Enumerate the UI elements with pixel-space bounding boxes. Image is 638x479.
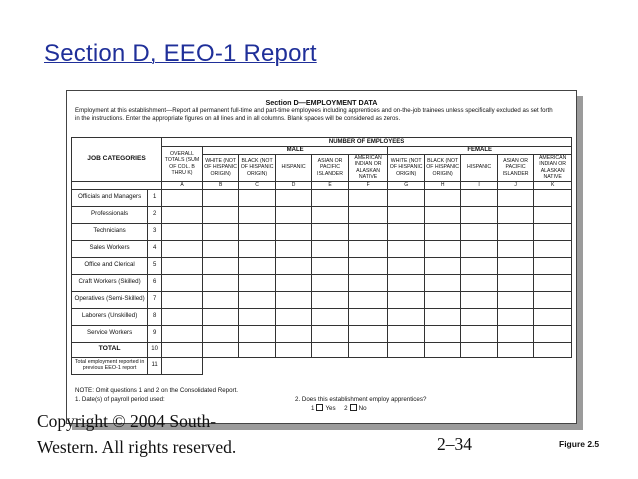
data-cell bbox=[497, 189, 533, 206]
data-cell bbox=[497, 291, 533, 308]
data-cell bbox=[424, 325, 460, 342]
job-category-label: Service Workers bbox=[72, 325, 148, 342]
option-yes-label: Yes bbox=[325, 405, 336, 412]
data-cell bbox=[162, 274, 203, 291]
copyright-line-2: Western. All rights reserved. bbox=[37, 437, 237, 457]
data-cell bbox=[461, 223, 497, 240]
eeo1-form-image bbox=[66, 90, 577, 424]
data-cell bbox=[202, 240, 238, 257]
data-cell bbox=[424, 257, 460, 274]
data-cell bbox=[239, 325, 275, 342]
data-cell bbox=[497, 357, 533, 374]
data-cell bbox=[202, 308, 238, 325]
data-cell bbox=[275, 325, 311, 342]
data-cell bbox=[497, 257, 533, 274]
data-cell bbox=[388, 223, 424, 240]
data-cell bbox=[348, 240, 388, 257]
data-cell bbox=[239, 274, 275, 291]
data-cell bbox=[312, 291, 348, 308]
data-cell bbox=[388, 189, 424, 206]
data-cell bbox=[348, 342, 388, 357]
column-letter: H bbox=[424, 181, 460, 189]
data-cell bbox=[312, 357, 348, 374]
employment-data-table bbox=[71, 137, 572, 375]
data-cell bbox=[388, 257, 424, 274]
slide-title: Section D, EEO-1 Report bbox=[44, 40, 317, 67]
option-no-number: 2 bbox=[344, 405, 348, 412]
data-cell bbox=[424, 189, 460, 206]
data-cell bbox=[461, 308, 497, 325]
data-cell bbox=[348, 308, 388, 325]
data-cell bbox=[162, 223, 203, 240]
data-cell bbox=[534, 257, 572, 274]
table-row bbox=[72, 206, 572, 223]
job-category-label: Technicians bbox=[72, 223, 148, 240]
job-category-number: 4 bbox=[148, 240, 162, 257]
data-cell bbox=[162, 240, 203, 257]
data-cell bbox=[388, 240, 424, 257]
data-cell bbox=[202, 189, 238, 206]
data-cell bbox=[275, 189, 311, 206]
data-cell bbox=[497, 206, 533, 223]
job-category-number: 8 bbox=[148, 308, 162, 325]
job-category-number: 3 bbox=[148, 223, 162, 240]
job-category-label: Officials and Managers bbox=[72, 189, 148, 206]
data-cell bbox=[424, 342, 460, 357]
column-letter: F bbox=[348, 181, 388, 189]
data-cell bbox=[461, 189, 497, 206]
data-cell bbox=[275, 240, 311, 257]
data-cell bbox=[239, 206, 275, 223]
data-cell bbox=[424, 206, 460, 223]
question-apprentices: 2. Does this establishment employ apprentices? bbox=[295, 396, 427, 403]
data-cell bbox=[312, 240, 348, 257]
data-cell bbox=[275, 206, 311, 223]
data-cell bbox=[239, 342, 275, 357]
data-cell bbox=[275, 291, 311, 308]
job-categories-header: JOB CATEGORIES bbox=[72, 138, 162, 182]
column-letter: I bbox=[461, 181, 497, 189]
data-cell bbox=[534, 223, 572, 240]
data-cell bbox=[275, 357, 311, 374]
col-header: HISPANIC bbox=[461, 154, 497, 181]
column-letter: A bbox=[162, 181, 203, 189]
data-cell bbox=[312, 325, 348, 342]
data-cell bbox=[534, 206, 572, 223]
option-no-label: No bbox=[358, 405, 367, 412]
data-cell bbox=[461, 206, 497, 223]
data-cell bbox=[534, 357, 572, 374]
data-cell bbox=[497, 308, 533, 325]
data-cell bbox=[461, 274, 497, 291]
data-cell bbox=[162, 325, 203, 342]
table-row bbox=[72, 240, 572, 257]
data-cell bbox=[348, 223, 388, 240]
table-row bbox=[72, 308, 572, 325]
table-row bbox=[72, 357, 572, 374]
number-of-employees-header: NUMBER OF EMPLOYEES bbox=[162, 138, 572, 147]
data-cell bbox=[312, 257, 348, 274]
job-category-number: 1 bbox=[148, 189, 162, 206]
column-letter: J bbox=[497, 181, 533, 189]
job-category-label: Craft Workers (Skilled) bbox=[72, 274, 148, 291]
data-cell bbox=[461, 291, 497, 308]
job-category-number: 7 bbox=[148, 291, 162, 308]
category-rows bbox=[72, 189, 572, 374]
data-cell bbox=[497, 223, 533, 240]
data-cell bbox=[275, 257, 311, 274]
data-cell bbox=[534, 325, 572, 342]
job-category-number: 6 bbox=[148, 274, 162, 291]
option-yes-number: 1 bbox=[311, 405, 315, 412]
data-cell bbox=[275, 223, 311, 240]
data-cell bbox=[534, 240, 572, 257]
data-cell bbox=[424, 274, 460, 291]
form-title: Section D—EMPLOYMENT DATA bbox=[265, 98, 378, 107]
data-cell bbox=[162, 342, 203, 357]
column-letter: D bbox=[275, 181, 311, 189]
column-letter: E bbox=[312, 181, 348, 189]
data-cell bbox=[239, 189, 275, 206]
data-cell bbox=[162, 206, 203, 223]
data-cell bbox=[348, 357, 388, 374]
page-number: 2–34 bbox=[437, 434, 472, 454]
col-header: BLACK (NOT OF HISPANIC ORIGIN) bbox=[239, 154, 275, 181]
data-cell bbox=[312, 223, 348, 240]
data-cell bbox=[312, 189, 348, 206]
job-category-number: 10 bbox=[148, 342, 162, 357]
data-cell bbox=[202, 325, 238, 342]
data-cell bbox=[461, 325, 497, 342]
table-row bbox=[72, 223, 572, 240]
data-cell bbox=[534, 189, 572, 206]
data-cell bbox=[424, 291, 460, 308]
column-letter: K bbox=[534, 181, 572, 189]
data-cell bbox=[202, 223, 238, 240]
data-cell bbox=[348, 189, 388, 206]
data-cell bbox=[497, 240, 533, 257]
data-cell bbox=[388, 274, 424, 291]
data-cell bbox=[312, 206, 348, 223]
col-header: ASIAN OR PACIFIC ISLANDER bbox=[497, 154, 533, 181]
col-header: WHITE (NOT OF HISPANIC ORIGIN) bbox=[388, 154, 424, 181]
data-cell bbox=[424, 308, 460, 325]
col-header: AMERICAN INDIAN OR ALASKAN NATIVE bbox=[348, 154, 388, 181]
data-cell bbox=[239, 357, 275, 374]
data-cell bbox=[202, 274, 238, 291]
data-cell bbox=[348, 291, 388, 308]
figure-label: Figure 2.5 bbox=[559, 439, 600, 449]
job-category-number: 5 bbox=[148, 257, 162, 274]
data-cell bbox=[348, 274, 388, 291]
data-cell bbox=[388, 342, 424, 357]
form-note: NOTE: Omit questions 1 and 2 on the Consolidated Report. bbox=[75, 387, 239, 394]
data-cell bbox=[275, 274, 311, 291]
job-category-label: TOTAL bbox=[72, 342, 148, 357]
data-cell bbox=[202, 357, 238, 374]
data-cell bbox=[162, 189, 203, 206]
data-cell bbox=[461, 342, 497, 357]
data-cell bbox=[461, 257, 497, 274]
column-letter: G bbox=[388, 181, 424, 189]
data-cell bbox=[202, 291, 238, 308]
no-checkbox bbox=[350, 404, 357, 411]
job-category-number: 11 bbox=[148, 357, 162, 374]
data-cell bbox=[424, 240, 460, 257]
copyright-line-1: Copyright © 2004 South- bbox=[37, 411, 217, 431]
letter-spacer bbox=[72, 181, 162, 189]
data-cell bbox=[424, 357, 460, 374]
data-cell bbox=[388, 357, 424, 374]
data-cell bbox=[388, 325, 424, 342]
data-cell bbox=[388, 291, 424, 308]
table-row bbox=[72, 325, 572, 342]
col-header: AMERICAN INDIAN OR ALASKAN NATIVE bbox=[534, 154, 572, 181]
job-category-number: 9 bbox=[148, 325, 162, 342]
data-cell bbox=[162, 357, 203, 374]
copyright-notice bbox=[37, 408, 236, 460]
data-cell bbox=[461, 357, 497, 374]
data-cell bbox=[202, 206, 238, 223]
overall-totals-header: OVERALL TOTALS (SUM OF COL. B THRU K) bbox=[162, 147, 203, 182]
job-category-label: Operatives (Semi-Skilled) bbox=[72, 291, 148, 308]
data-cell bbox=[348, 206, 388, 223]
data-cell bbox=[534, 274, 572, 291]
data-cell bbox=[348, 325, 388, 342]
col-header: HISPANIC bbox=[275, 154, 311, 181]
data-cell bbox=[239, 308, 275, 325]
table-row bbox=[72, 257, 572, 274]
col-header: WHITE (NOT OF HISPANIC ORIGIN) bbox=[202, 154, 238, 181]
column-letter: B bbox=[202, 181, 238, 189]
data-cell bbox=[388, 308, 424, 325]
col-header: BLACK (NOT OF HISPANIC ORIGIN) bbox=[424, 154, 460, 181]
col-header: ASIAN OR PACIFIC ISLANDER bbox=[312, 154, 348, 181]
data-cell bbox=[312, 274, 348, 291]
job-category-label: Laborers (Unskilled) bbox=[72, 308, 148, 325]
data-cell bbox=[162, 291, 203, 308]
data-cell bbox=[348, 257, 388, 274]
form-instructions: Employment at this establishment—Report all permanent full-time and part-time employees including apprentices and on-the-job trainees unless specifically excluded as set forth in the instructions. Enter the appropriate figures on all lines and in all columns. Blank spaces will be considered as zeros. bbox=[75, 107, 553, 122]
job-category-number: 2 bbox=[148, 206, 162, 223]
table-row bbox=[72, 342, 572, 357]
data-cell bbox=[239, 240, 275, 257]
table-row bbox=[72, 274, 572, 291]
data-cell bbox=[162, 257, 203, 274]
data-cell bbox=[534, 308, 572, 325]
data-cell bbox=[497, 274, 533, 291]
data-cell bbox=[275, 342, 311, 357]
table-row bbox=[72, 189, 572, 206]
data-cell bbox=[497, 342, 533, 357]
table-row bbox=[72, 291, 572, 308]
data-cell bbox=[312, 342, 348, 357]
data-cell bbox=[162, 308, 203, 325]
data-cell bbox=[275, 308, 311, 325]
data-cell bbox=[461, 240, 497, 257]
data-cell bbox=[202, 342, 238, 357]
data-cell bbox=[239, 223, 275, 240]
data-cell bbox=[202, 257, 238, 274]
job-category-label: Sales Workers bbox=[72, 240, 148, 257]
data-cell bbox=[497, 325, 533, 342]
question-payroll-date: 1. Date(s) of payroll period used: bbox=[75, 396, 165, 403]
data-cell bbox=[312, 308, 348, 325]
female-header: FEMALE bbox=[388, 147, 572, 155]
data-cell bbox=[388, 206, 424, 223]
apprentice-options bbox=[311, 404, 367, 412]
job-category-label: Office and Clerical bbox=[72, 257, 148, 274]
data-cell bbox=[534, 342, 572, 357]
job-category-label: Professionals bbox=[72, 206, 148, 223]
job-category-label: Total employment reported in previous EEO-1 report bbox=[72, 357, 148, 374]
data-cell bbox=[239, 291, 275, 308]
yes-checkbox bbox=[316, 404, 323, 411]
male-header: MALE bbox=[202, 147, 388, 155]
column-letter: C bbox=[239, 181, 275, 189]
data-cell bbox=[424, 223, 460, 240]
data-cell bbox=[239, 257, 275, 274]
data-cell bbox=[534, 291, 572, 308]
